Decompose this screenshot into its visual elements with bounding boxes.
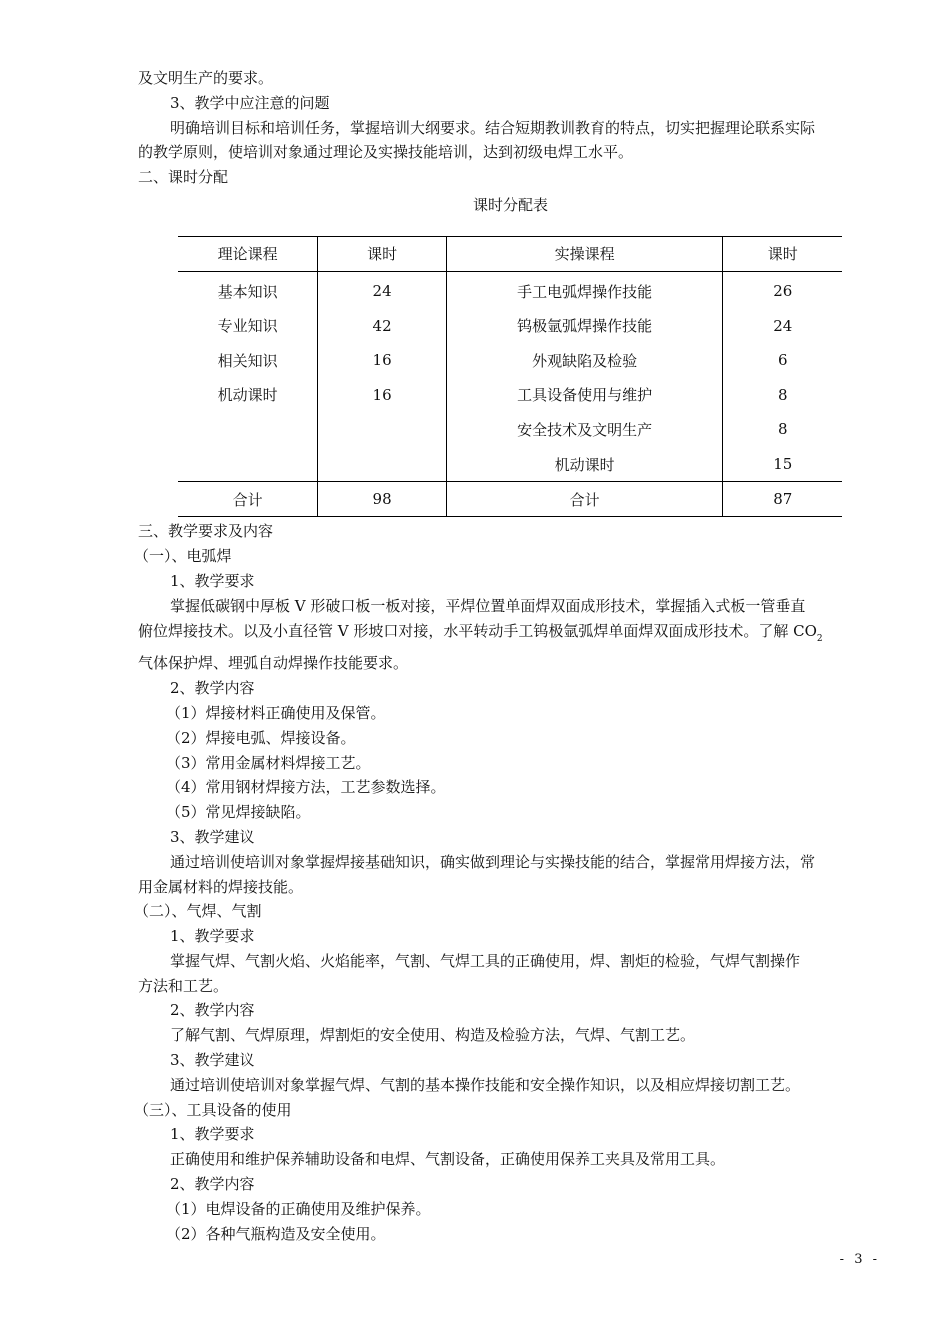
subsection-heading: （一）、电弧焊 [134,547,232,566]
subsection-heading: （三）、工具设备的使用 [134,1100,292,1119]
table-cell [318,447,446,482]
subsection-heading: （二）、气焊、气割 [134,902,262,921]
table-row [178,447,842,482]
total-label: 合计 [446,482,723,517]
subheading: 2、教学内容 [170,1175,255,1194]
subscript: 2 [816,633,823,644]
table-cell [178,447,318,482]
text-line: 气体保护焊、埋弧自动焊操作技能要求。 [138,654,409,673]
text-line [138,619,883,652]
page-number: - 3 - [839,1252,880,1267]
table-cell: 基本知识 [217,282,278,301]
document-page [134,66,883,1246]
table-row [178,378,842,413]
table-cell: 16 [318,378,446,413]
list-item: （4）常用钢材焊接方法，工艺参数选择。 [166,778,446,797]
list-item: （5）常见焊接缺陷。 [166,803,311,822]
table-row [178,412,842,447]
subheading: 1、教学要求 [170,927,255,946]
list-item: （2）各种气瓶构造及安全使用。 [166,1224,386,1243]
subheading: 2、教学内容 [170,1001,255,1020]
table-row [178,271,842,308]
table-cell: 相关知识 [217,351,278,370]
section-heading: 二、课时分配 [138,168,229,187]
table-cell: 24 [318,271,446,308]
table-cell: 手工电弧焊操作技能 [446,271,723,308]
text-line: 方法和工艺。 [138,976,229,995]
total-value: 87 [723,482,842,517]
header-hours: 课时 [318,236,446,271]
table-cell [318,412,446,447]
hours-table [178,236,842,518]
table-row [178,343,842,378]
table-cell: 工具设备使用与维护 [446,378,723,413]
table-cell: 机动课时 [446,447,723,482]
header-theory-course: 理论课程 [178,236,318,271]
table-cell [178,412,318,447]
table-cell: 安全技术及文明生产 [446,412,723,447]
text-line: 通过培训使培训对象掌握气焊、气割的基本操作技能和安全操作知识，以及相应焊接切割工艺。 [170,1075,801,1094]
table-cell: 6 [723,343,842,378]
table-cell: 专业知识 [217,317,278,336]
table-cell: 外观缺陷及检验 [446,343,723,378]
table-caption: 课时分配表 [472,195,548,214]
list-item: （2）焊接电弧、焊接设备。 [166,728,356,747]
text-line: 掌握低碳钢中厚板 V 形破口板一板对接，平焊位置单面焊双面成形技术，掌握插入式板一管垂直 [170,596,806,615]
text-line: 正确使用和维护保养辅助设备和电焊、气割设备，正确使用保养工夹具及常用工具。 [170,1150,726,1169]
header-practice-course: 实操课程 [446,236,723,271]
text-line: 及文明生产的要求。 [138,69,274,87]
table-cell: 钨极氩弧焊操作技能 [446,308,723,343]
table-cell: 8 [723,412,842,447]
table-cell: 16 [318,343,446,378]
list-item: （1）电焊设备的正确使用及维护保养。 [166,1199,431,1218]
list-item: （3）常用金属材料焊接工艺。 [166,753,371,772]
table-cell: 8 [723,378,842,413]
table-cell: 42 [318,308,446,343]
text-line: 掌握气焊、气割火焰、火焰能率，气割、气焊工具的正确使用，焊、割炬的检验，气焊气割操作 [170,951,801,970]
subheading: 3、教学建议 [170,1051,255,1070]
total-label: 合计 [178,482,318,517]
header-hours: 课时 [723,236,842,271]
subheading: 3、教学中应注意的问题 [170,93,330,112]
subheading: 3、教学建议 [170,827,255,846]
table-cell: 24 [723,308,842,343]
text-line: 了解气割、气焊原理，焊割炬的安全使用、构造及检验方法，气焊、气割工艺。 [170,1026,696,1045]
text-line: 明确培训目标和培训任务，掌握培训大纲要求。结合短期教训教育的特点，切实把握理论联系实际 [170,118,816,137]
total-value: 98 [318,482,446,517]
table-cell: 15 [723,447,842,482]
subheading: 2、教学内容 [170,679,255,698]
table-total-row [178,482,842,517]
text-line: 的教学原则，使培训对象通过理论及实操技能培训，达到初级电焊工水平。 [138,143,634,162]
table-header-row [178,236,842,271]
text-line: 用金属材料的焊接技能。 [138,877,304,896]
table-row [178,308,842,343]
table-cell: 26 [723,271,842,308]
text-span: 俯位焊接技术。以及小直径管 V 形坡口对接，水平转动手工钨极氩弧焊单面焊双面成形技术。了解 CO [138,621,817,640]
table-cell: 机动课时 [217,386,278,405]
subheading: 1、教学要求 [170,571,255,590]
text-line: 通过培训使培训对象掌握焊接基础知识，确实做到理论与实操技能的结合，掌握常用焊接方法，常 [170,852,816,871]
subheading: 1、教学要求 [170,1125,255,1144]
section-heading: 三、教学要求及内容 [138,522,274,541]
list-item: （1）焊接材料正确使用及保管。 [166,703,386,722]
